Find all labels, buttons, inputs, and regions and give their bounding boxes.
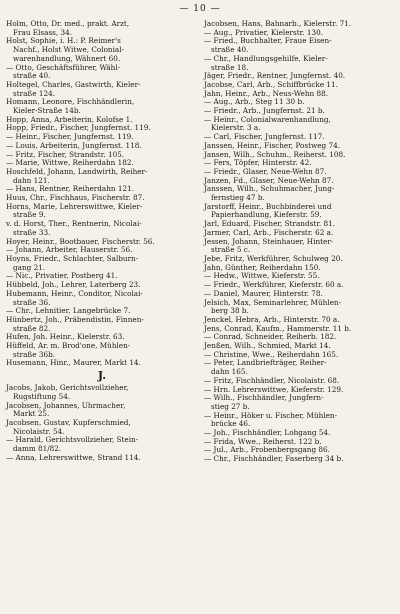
directory-entry: Janssen, Heinr., Fischer, Postweg 74.	[204, 140, 341, 150]
directory-entry: Jarl, Eduard, Fischer, Strandstr. 81.	[204, 219, 336, 229]
directory-entry: Homann, Leonore, Fischhändlerin, Kieler-Straße 14b.	[6, 97, 135, 116]
directory-entry: Hüffeld, Ar. m. Brod'one, Mühlen- straße 36b.	[6, 341, 131, 359]
section-letter: J.	[97, 369, 107, 383]
directory-entry: — Heinr., Colonialwarenhandlung, Kielerstr. 3 a.	[204, 114, 331, 133]
right-column	[204, 20, 396, 464]
directory-entry: — Friedr., Werkführer, Kieferstr. 60 a.	[204, 280, 344, 290]
directory-entry: Huus, Chr., Fischhaus, Fischerstr. 87.	[6, 193, 145, 203]
directory-entry: v. d. Horst, Ther., Rentnerin, Nicolai- straße 33.	[6, 219, 142, 237]
directory-entry: Jebe, Fritz, Werkführer, Schulweg 20.	[204, 253, 343, 263]
left-column	[6, 20, 198, 462]
directory-entry: Holst, Sophie, i. H.: P. Reimer's Nachf., Holst Witwe, Colonial- warenhandlung, Wähnert 60.	[6, 36, 125, 63]
directory-entry: Jacobse, Carl, Arb., Schiffbrücke 11.	[204, 79, 338, 89]
directory-entry: — Chr., Lehnitier, Langebrücke 7.	[6, 306, 131, 316]
directory-entry: Hufen, Joh. Heinr., Kielerstr. 63.	[6, 332, 125, 342]
directory-entry: — Anna, Lehrerswittwe, Strand 114.	[6, 452, 141, 462]
directory-entry: Jäger, Friedr., Rentner, Jungfernst. 40.	[204, 71, 346, 81]
directory-entry: Jahn, Heinr., Arb., Neus-Wehn 88.	[204, 88, 329, 98]
directory-entry: — Friedr., Glaser, Neue-Wehn 87.	[204, 166, 327, 176]
directory-entry: — Fried., Buchhalter, Fraue Eisen- straße 40.	[204, 36, 332, 55]
directory-entry: — Hrn. Lehrerswittwe, Kieferstr. 129.	[204, 384, 344, 394]
directory-entry: Hoyer, Heinr., Bootbauer, Fischerstr. 56.	[6, 236, 155, 246]
directory-entry: — Johann, Arbeiter, Hauserstr. 56.	[6, 245, 133, 255]
page-number: — 10 —	[179, 4, 221, 14]
directory-entry: Jahn, Günther, Reiherdahn 150.	[204, 262, 321, 272]
directory-entry: Hübbeld, Joh., Lehrer, Laterberg 23.	[6, 280, 141, 290]
directory-entry: Hopp, Friedr., Fischer, Jungfernst. 119.	[6, 123, 151, 133]
directory-entry: — Jul., Arb., Frobenbergsgang 86.	[204, 445, 330, 455]
directory-entry: — Peter, Landbriefträger, Reiher- dahn 165.	[204, 358, 327, 377]
directory-entry: — Wilh., Fischhändler, Jungfern- stieg 27 b.	[204, 393, 324, 411]
directory-entry: — Joh., Fischhändler, Lohgang 54.	[204, 428, 331, 438]
directory-entry: Hubemann, Heinr., Conditor, Nicolai- straße 36.	[6, 288, 143, 307]
directory-entry: Jacobsen, Johannes, Uhrmacher, Markt 25.	[6, 400, 126, 419]
directory-entry: Hoschfeld, Johann, Landwirth, Reiher- dahn 121.	[6, 166, 148, 185]
directory-entry: Jessen, Johann, Steinhauer, Hinter- straße 5 c.	[204, 236, 334, 255]
directory-entry: Jarmer, Carl, Arb., Fischerstr. 62 a.	[204, 227, 334, 237]
directory-entry: — Harald, Gerichtsvollzieher, Stein- damm 81/82.	[6, 435, 139, 454]
directory-entry: — Chr., Handlungsgehilfe, Kieler- straße 18.	[204, 53, 328, 72]
directory-entry: Jenßen, Wilh., Schmied, Markt 14.	[204, 341, 331, 351]
directory-entry: — Aug., Privatier, Kielerstr. 130.	[204, 27, 324, 37]
directory-entry: Hoyns, Friedr., Schlachter, Salburn- gang 21.	[6, 253, 139, 272]
directory-entry: — Louis, Arbeiterin, Jungfernst. 118.	[6, 140, 142, 150]
directory-entry: Hünbertz, Joh., Präbendistin, Finnen- straße 82.	[6, 314, 144, 333]
directory-entry: — Daniel, Maurer, Hinterstr. 78.	[204, 288, 323, 298]
directory-entry: Janzen, Fd., Glaser, Neue-Wehn 87.	[204, 175, 334, 185]
directory-entry: Jarstorff, Heinr., Buchbinderei und Papierhandlung, Kieferstr. 59.	[204, 201, 332, 220]
directory-entry: — Hans, Rentner, Reiherdahn 121.	[6, 184, 135, 194]
directory-entry: — Fritz, Fischer, Strandstr. 105.	[6, 149, 125, 159]
directory-entry: — Nic., Privatier, Postberg 41.	[6, 271, 118, 281]
directory-entry: Jansen, Wilh., Schuhm., Reiherst. 108.	[204, 149, 346, 159]
directory-entry: Jelsich, Max, Seminarlehrer, Mühlen- berg 38 b.	[204, 297, 342, 316]
directory-entry: — Chr., Fischhändler, Faserberg 34 b.	[204, 454, 344, 464]
directory-entry: — Frida, Wwe., Reiherst. 122 b.	[204, 436, 322, 446]
directory-entry: Jens, Conrad, Kaufm., Hammerstr. 11 b.	[204, 323, 352, 333]
directory-entry: — Friedr., Arb., Jungfernst. 21 b.	[204, 106, 325, 116]
directory-entry: — Heinr., Fischer, Jungfernst. 119.	[6, 132, 134, 142]
directory-entry: — Heinr., Höker u. Fischer, Mühlen- brücke 46.	[204, 410, 338, 429]
directory-entry: Jacobs, Jakob, Gerichtsvollzieher, Rugstiftung 54.	[6, 383, 129, 401]
directory-entry: — Fers, Töpfer, Hinterstr. 42.	[204, 158, 312, 168]
directory-entry: — Fritz, Fischhändler, Nicolaistr. 68.	[204, 375, 340, 385]
directory-entry: — Otto, Geschäftsführer, Wähl- straße 40.	[6, 62, 121, 81]
directory-entry: Husemann, Hinr., Maurer, Markt 14.	[6, 358, 141, 368]
directory-entry: Jacobsen, Hans, Bahnarb., Kielerstr. 71.	[204, 19, 352, 28]
directory-entry: Hopp, Anna, Arbeiterin, Kolofse 1.	[6, 114, 133, 124]
directory-entry: — Marie, Wittwe, Reiherdahn 182.	[6, 158, 134, 168]
directory-entry: Jenckel, Hebra, Arb., Hinterstr. 70 a.	[204, 314, 340, 324]
directory-entry: — Christine, Wwe., Reiherdahn 165.	[204, 349, 339, 359]
directory-entry: Horns, Marie, Lehrerswittwe, Kieler- straße 9.	[6, 201, 143, 220]
directory-entry: Holm, Otto, Dr. med., prakt. Arzt, Frau Elsass, 34.	[6, 19, 130, 37]
directory-entry: — Aug., Arb., Steg 11 30 b.	[204, 97, 305, 107]
directory-entry: Jacobsen, Gustav, Kupferschmied, Nicolaistr. 54.	[6, 417, 131, 436]
directory-entry: — Conrad, Schneider, Reiherb. 182.	[204, 332, 337, 342]
directory-entry: — Hedw., Wittwe, Kieferstr. 55.	[204, 271, 320, 281]
directory-entry: — Carl, Fischer, Jungfernst. 117.	[204, 132, 325, 142]
directory-entry: Holtegel, Charles, Gastwirth, Kieler- straße 124.	[6, 79, 141, 98]
directory-entry: Janssen, Wilh., Schuhmacher, Jung- fernstieg 47 b.	[204, 184, 335, 203]
